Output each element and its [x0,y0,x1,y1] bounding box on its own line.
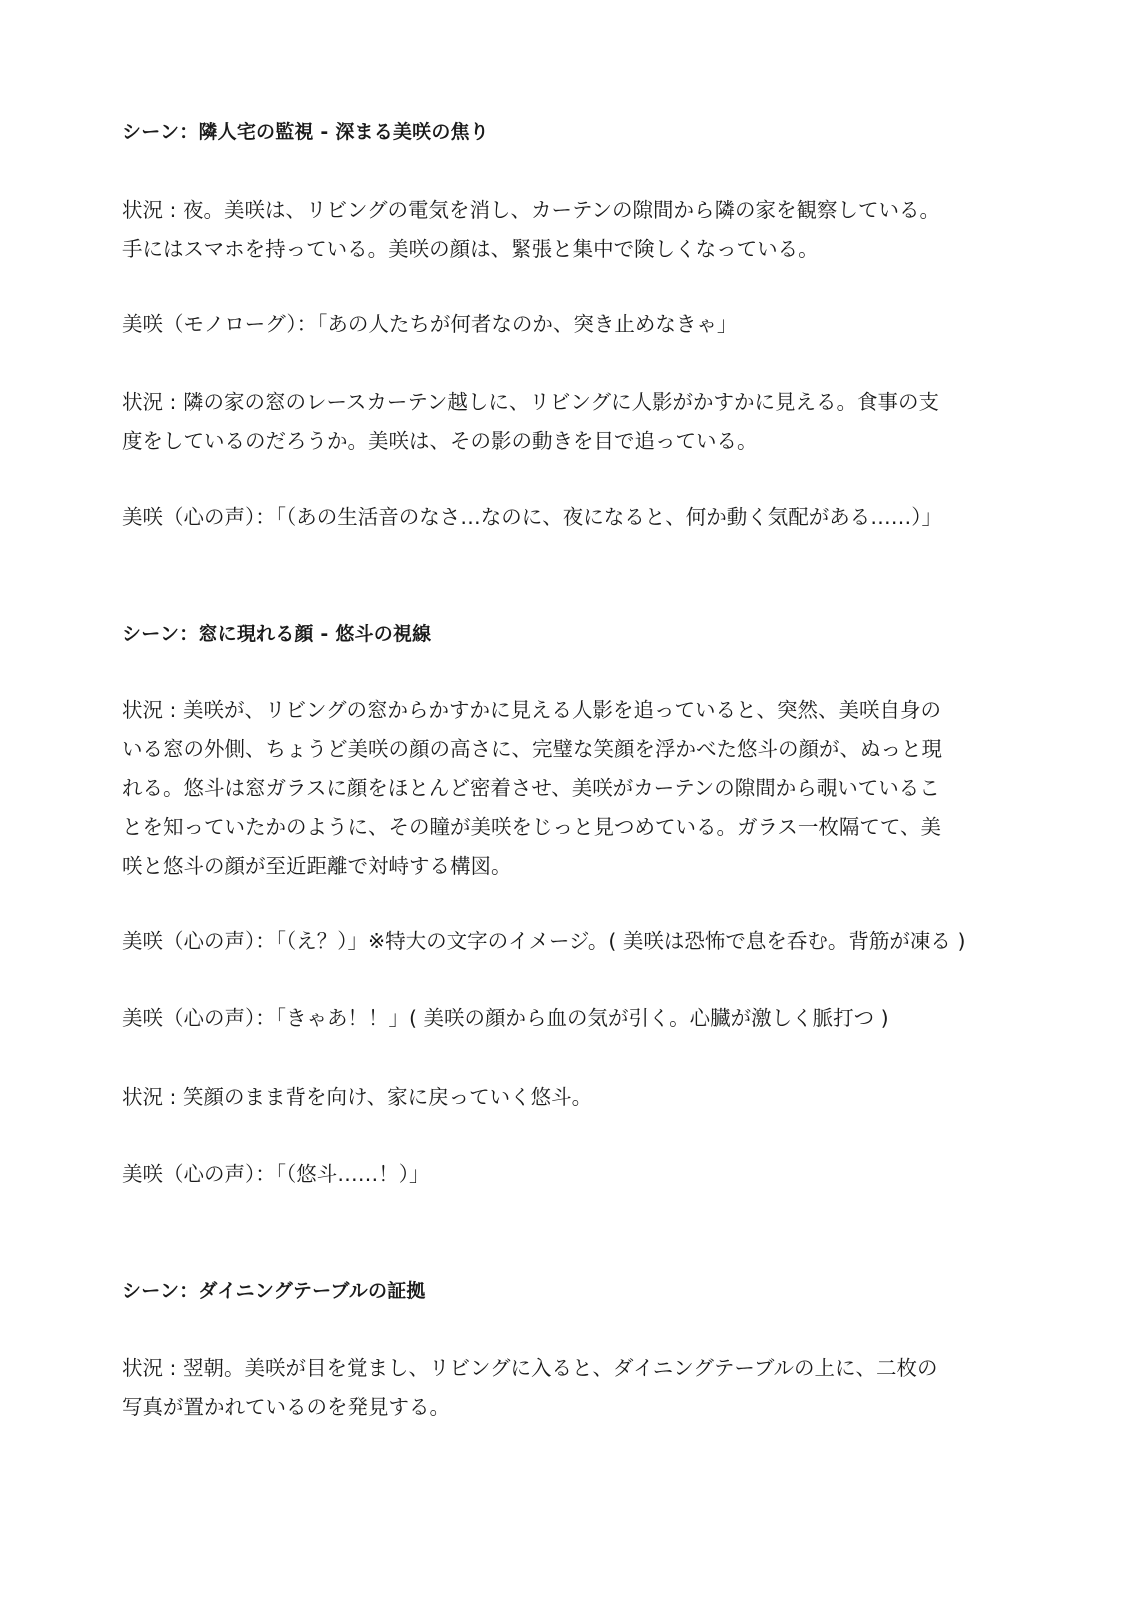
paragraph-line: 状況 : 翌朝。美咲が目を覚まし、リビングに入ると、ダイニングテーブルの上に、二枚の [122,1356,938,1380]
paragraph-line: 美咲（心の声）：「（あの生活音のなさ…なのに、夜になると、何か動く気配がある……）」 [122,505,942,529]
paragraph-line: 状況 : 笑顔のまま背を向け、家に戻っていく悠斗。 [122,1085,593,1109]
scene-heading: シーン：窓に現れる顔 - 悠斗の視線 [122,623,432,645]
scene-paragraph [122,922,1022,961]
scene-paragraph [122,1155,1022,1194]
scene-paragraph [122,383,1022,461]
paragraph-line: 咲と悠斗の顔が至近距離で対峙する構図。 [122,854,512,878]
paragraph-line: 状況 : 夜。美咲は、リビングの電気を消し、カーテンの隙間から隣の家を観察している。 [122,198,941,222]
scene-paragraph [122,691,1022,886]
paragraph-line: いる窓の外側、ちょうど美咲の顔の高さに、完璧な笑顔を浮かべた悠斗の顔が、ぬっと現 [122,737,942,761]
paragraph-line: 美咲（モノローグ）：「あの人たちが何者なのか、突き止めなきゃ」 [122,312,738,336]
paragraph-line: 状況 : 美咲が、リビングの窓からかすかに見える人影を追っていると、突然、美咲自身の [122,698,942,722]
paragraph-line: 美咲（心の声）：「きゃあ！！」( 美咲の顔から血の気が引く。心臓が激しく脈打つ ) [122,1006,889,1030]
scene-paragraph [122,1349,1022,1427]
paragraph-line: れる。悠斗は窓ガラスに顔をほとんど密着させ、美咲がカーテンの隙間から覗いているこ [122,776,940,800]
paragraph-line: 写真が置かれているのを発見する。 [122,1395,450,1419]
scene-paragraph [122,999,1022,1038]
scene-paragraph [122,191,1022,269]
scene-paragraph [122,1078,1022,1117]
paragraph-line: 美咲（心の声）：「（悠斗……！）」 [122,1162,430,1186]
paragraph-line: 状況 : 隣の家の窓のレースカーテン越しに、リビングに人影がかすかに見える。食事の支 [122,390,939,414]
paragraph-line: 美咲（心の声）：「（え？）」※特大の文字のイメージ。( 美咲は恐怖で息を呑む。背筋が凍る ) [122,929,966,953]
scene-heading: シーン：隣人宅の監視 - 深まる美咲の焦り [122,121,489,143]
scene-paragraph [122,305,1022,344]
paragraph-line: とを知っていたかのように、その瞳が美咲をじっと見つめている。ガラス一枚隔てて、美 [122,815,941,839]
paragraph-line: 手にはスマホを持っている。美咲の顔は、緊張と集中で険しくなっている。 [122,237,819,261]
paragraph-line: 度をしているのだろうか。美咲は、その影の動きを目で追っている。 [122,429,758,453]
scene-heading: シーン：ダイニングテーブルの証拠 [122,1280,426,1302]
scene-paragraph [122,498,1022,537]
